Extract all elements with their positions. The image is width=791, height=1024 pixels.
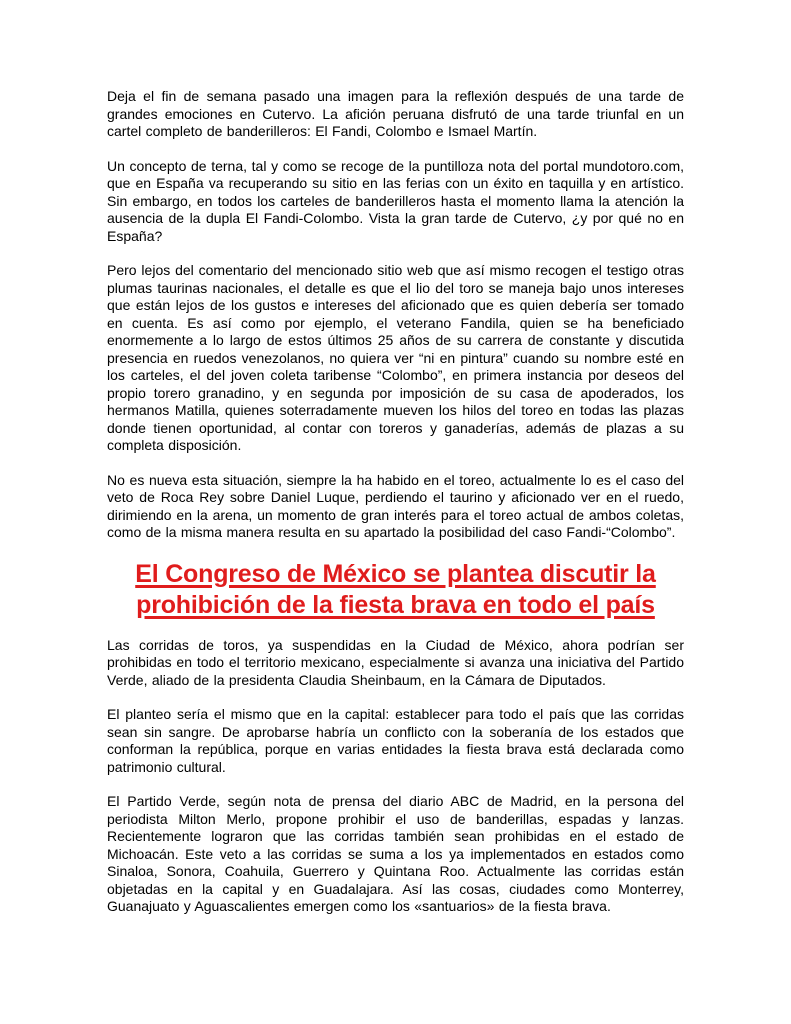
- paragraph-body-3: El Partido Verde, según nota de prensa del diario ABC de Madrid, en la persona del periodista Milton Merlo, propone prohibir el uso de banderillas, espadas y lanzas. Recientemente lograron que las corridas también sean prohibidas en el estado de Michoacán. Este veto a las corridas se suma a los ya implementados en estados como Sinaloa, Sonora, Coahuila, Guerrero y Quintana Roo. Actualmente las corridas están objetadas en la capital y en Guadalajara. Así las cosas, ciudades como Monterrey, Guanajuato y Aguascalientes emergen como los «santuarios» de la fiesta brava.: [107, 793, 684, 914]
- paragraph-lead-2: Un concepto de terna, tal y como se recoge de la puntilloza nota del portal mundotoro.com, que en España va recuperando su sitio en las ferias con un éxito en taquilla y en artístico. Sin embargo, en todos los carteles de banderilleros hasta el momento llama la atención la ausencia de la dupla El Fandi-Colombo. Vista la gran tarde de Cutervo, ¿y por qué no en España?: [107, 157, 684, 244]
- paragraph-lead-3: Pero lejos del comentario del mencionado sitio web que así mismo recogen el testigo otras plumas taurinas nacionales, el detalle es que el lio del toro se maneja bajo unos intereses que están lejos de los gustos e intereses del aficionado que es quien debería ser tomado en cuenta. Es así como por ejemplo, el veterano Fandila, quien se ha beneficiado enormemente a lo largo de estos últimos 25 años de su carrera de constante y discutida presencia en ruedos venezolanos, no quiera ver “ni en pintura” cuando su nombre esté en los carteles, el del joven coleta taribense “Colombo”, en primera instancia por deseos del propio torero granadino, y en segunda por imposición de su casa de apoderados, los hermanos Matilla, quienes soterradamente mueven los hilos del toreo en todas las plazas donde tienen oportunidad, al contar con toreros y ganaderías, además de plazas a su completa disposición.: [107, 262, 684, 453]
- paragraph-lead-1: Deja el fin de semana pasado una imagen para la reflexión después de una tarde de grandes emociones en Cutervo. La afición peruana disfrutó de una tarde triunfal en un cartel completo de banderilleros: El Fandi, Colombo e Ismael Martín.: [107, 88, 684, 139]
- paragraph-body-1: Las corridas de toros, ya suspendidas en la Ciudad de México, ahora podrían ser prohibidas en todo el territorio mexicano, especialmente si avanza una iniciativa del Partido Verde, aliado de la presidenta Claudia Sheinbaum, en la Cámara de Diputados.: [107, 636, 684, 688]
- paragraph-body-2: El planteo sería el mismo que en la capital: establecer para todo el país que las corridas sean sin sangre. De aprobarse habría un conflicto con la soberanía de los estados que conforman la república, porque en varias entidades la fiesta brava está declarada como patrimonio cultural.: [107, 706, 684, 775]
- paragraph-lead-4: No es nueva esta situación, siempre la ha habido en el toreo, actualmente lo es el caso del veto de Roca Rey sobre Daniel Luque, perdiendo el taurino y aficionado ver en el ruedo, dirimiendo en la arena, un momento de gran interés para el toreo actual de ambos coletas, como de la misma manera resulta en su apartado la posibilidad del caso Fandi-“Colombo”.: [107, 471, 684, 540]
- article-headline: El Congreso de México se plantea discutir la prohibición de la fiesta brava en todo el país: [135, 559, 656, 619]
